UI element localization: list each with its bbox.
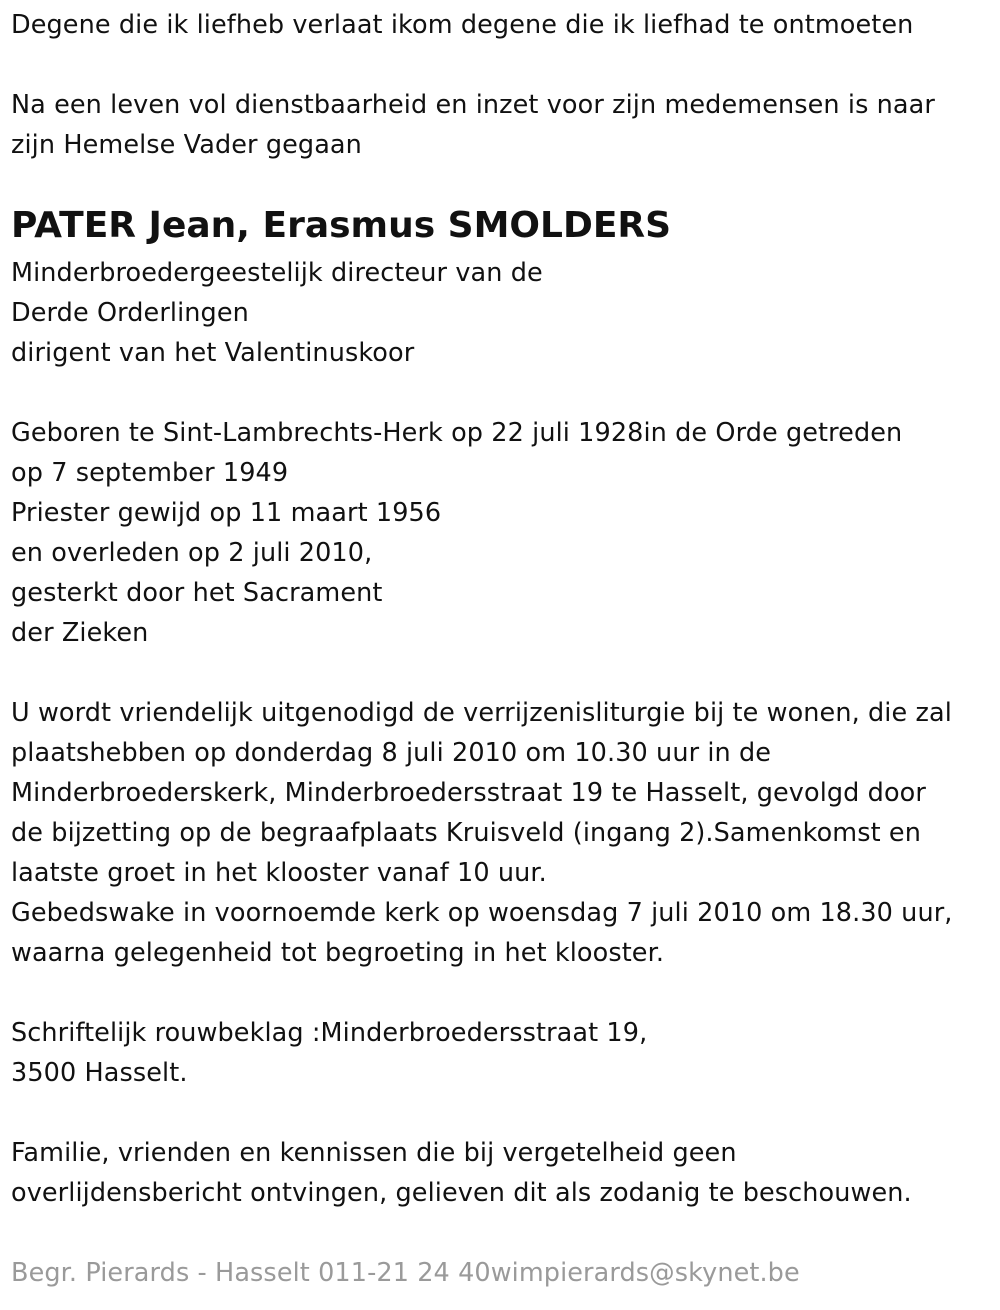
funeral-home-footer: Begr. Pierards - Hasselt 011-21 24 40wimpierards@skynet.be xyxy=(11,1258,800,1288)
deceased-name: PATER Jean, Erasmus SMOLDERS xyxy=(11,205,672,246)
notice-line: overlijdensbericht ontvingen, gelieven dit als zodanig te beschouwen. xyxy=(11,1178,912,1208)
bio-line: en overleden op 2 juli 2010, xyxy=(11,538,373,568)
ceremony-line: Minderbroederskerk, Minderbroedersstraat 19 te Hasselt, gevolgd door xyxy=(11,778,926,808)
intro-quote: Degene die ik liefheb verlaat ikom degene die ik liefhad te ontmoeten xyxy=(11,10,914,40)
intro-line: zijn Hemelse Vader gegaan xyxy=(11,130,362,160)
role-line: dirigent van het Valentinuskoor xyxy=(11,338,415,368)
role-line: Minderbroedergeestelijk directeur van de xyxy=(11,258,543,288)
ceremony-line: waarna gelegenheid tot begroeting in het klooster. xyxy=(11,938,665,968)
ceremony-line: plaatshebben op donderdag 8 juli 2010 om 10.30 uur in de xyxy=(11,738,772,768)
condolence-line: 3500 Hasselt. xyxy=(11,1058,188,1088)
bio-line: Priester gewijd op 11 maart 1956 xyxy=(11,498,442,528)
bio-line: der Zieken xyxy=(11,618,149,648)
bio-line: gesterkt door het Sacrament xyxy=(11,578,383,608)
bio-line: Geboren te Sint-Lambrechts-Herk op 22 juli 1928in de Orde getreden xyxy=(11,418,903,448)
ceremony-line: U wordt vriendelijk uitgenodigd de verrijzenisliturgie bij te wonen, die zal xyxy=(11,698,952,728)
condolence-line: Schriftelijk rouwbeklag :Minderbroedersstraat 19, xyxy=(11,1018,648,1048)
notice-line: Familie, vrienden en kennissen die bij vergetelheid geen xyxy=(11,1138,737,1168)
role-line: Derde Orderlingen xyxy=(11,298,249,328)
ceremony-line: Gebedswake in voornoemde kerk op woensdag 7 juli 2010 om 18.30 uur, xyxy=(11,898,953,928)
ceremony-line: de bijzetting op de begraafplaats Kruisveld (ingang 2).Samenkomst en xyxy=(11,818,921,848)
bio-line: op 7 september 1949 xyxy=(11,458,289,488)
intro-line: Na een leven vol dienstbaarheid en inzet voor zijn medemensen is naar xyxy=(11,90,935,120)
ceremony-line: laatste groet in het klooster vanaf 10 uur. xyxy=(11,858,547,888)
